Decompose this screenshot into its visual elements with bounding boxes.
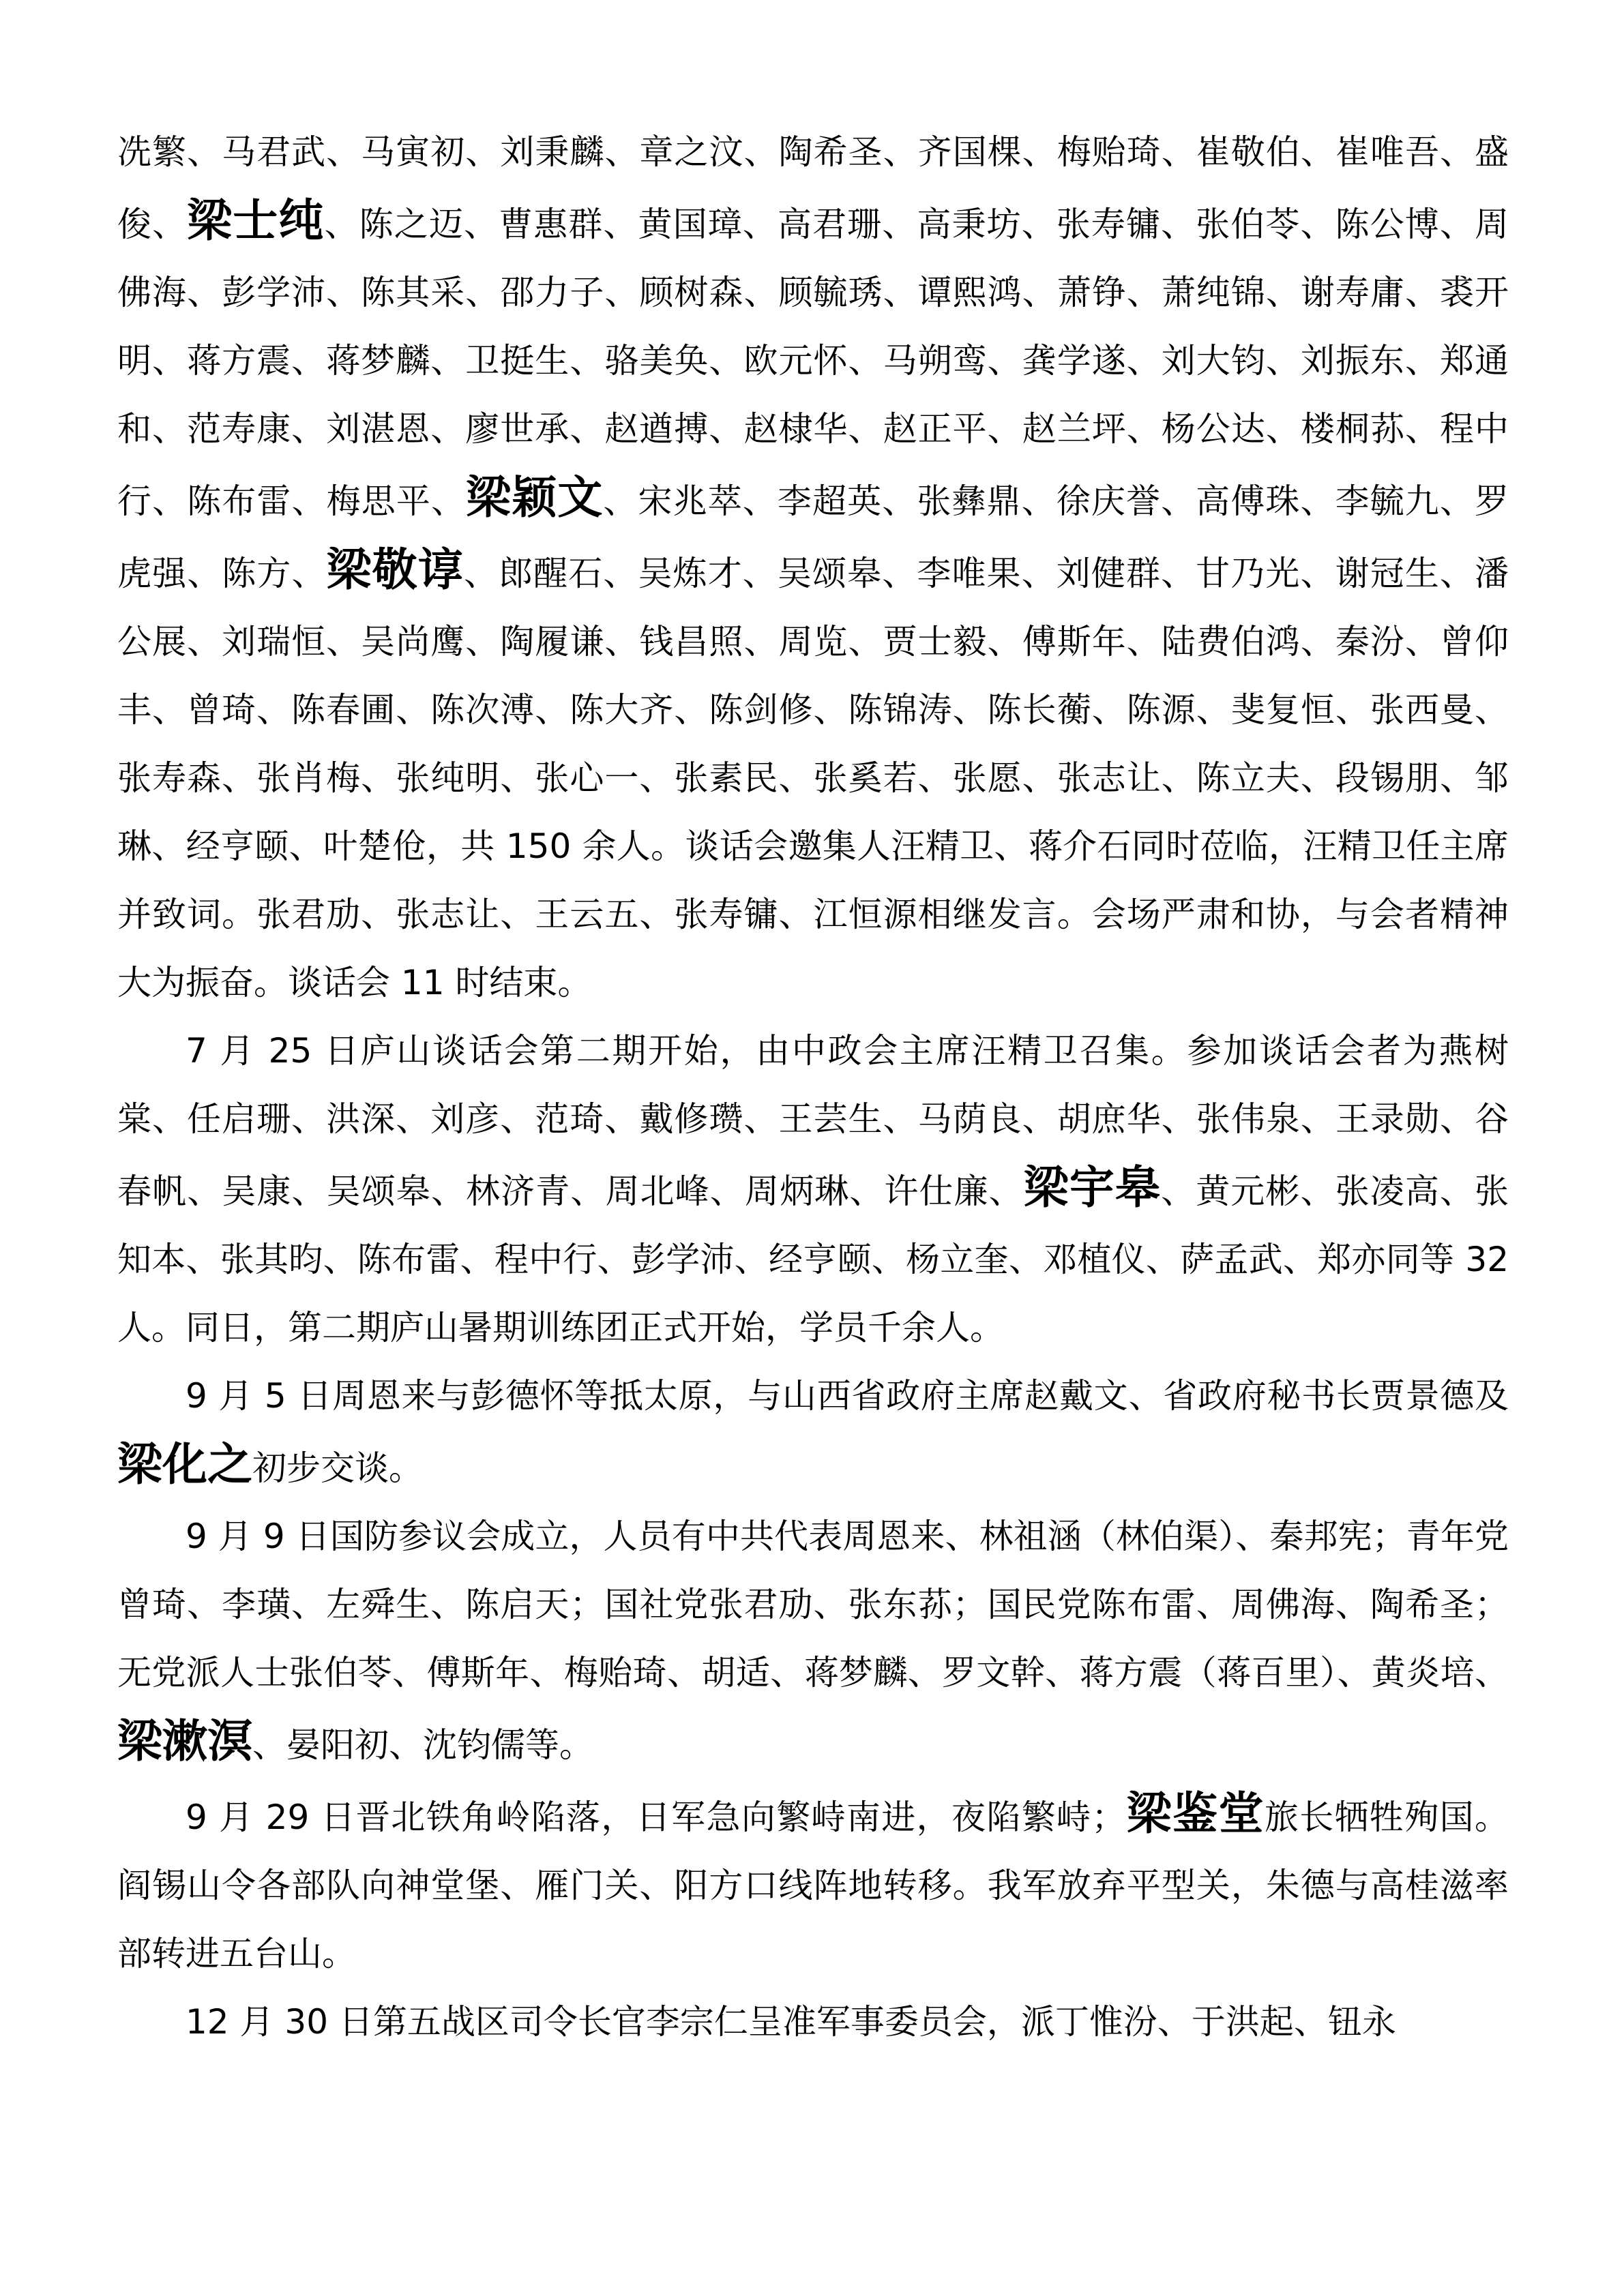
text-segment: 9 月 9 日国防参议会成立，人员有中共代表周恩来、林祖涵（林伯渠）、秦邦宪；青年党曾琦、李璜、左舜生、陈启天；国社党张君劢、张东荪；国民党陈布雷、周佛海、陶希圣；无党派人士张伯苓、傅斯年、梅贻琦、胡适、蒋梦麟、罗文幹、蒋方震（蒋百里）、黄炎培、 — [117, 1517, 1509, 1693]
paragraph-september-29 — [117, 1779, 1509, 1988]
text-segment: 、郎醒石、吴炼才、吴颂皋、李唯果、刘健群、甘乃光、谢冠生、潘公展、刘瑞恒、吴尚鹰、陶履谦、钱昌照、周览、贾士毅、傅斯年、陆费伯鸿、秦汾、曾仰丰、曾琦、陈春圃、陈次溥、陈大齐、陈剑修、陈锦涛、陈长蘅、陈源、斐复恒、张西曼、张寿森、张肖梅、张纯明、张心一、张素民、张奚若、张愿、张志让、陈立夫、段锡朋、邹琳、经亨颐、叶楚伧，共 150 余人。谈话会邀集人汪精卫、蒋介石同时莅临，汪精卫任主席并致词。张君劢、张志让、王云五、张寿镛、江恒源相继发言。会场严肃和协，与会者精神大为振奋。谈话会 11 时结束。 — [117, 554, 1509, 1002]
text-segment: 9 月 29 日晋北铁角岭陷落，日军急向繁峙南进，夜陷繁峙； — [186, 1798, 1126, 1837]
text-segment: 、晏阳初、沈钧儒等。 — [252, 1725, 593, 1765]
highlighted-name: 梁颖文 — [466, 471, 604, 524]
document-page — [117, 118, 1509, 2056]
text-segment: 旅长牺牲殉国。阎锡山令各部队向神堂堡、雁门关、阳方口线阵地转移。我军放弃平型关，朱德与高桂滋率部转进五台山。 — [117, 1798, 1509, 1973]
text-segment: 初步交谈。 — [252, 1448, 423, 1488]
paragraph-july-25 — [117, 1017, 1509, 1362]
highlighted-name: 梁宇皋 — [1023, 1161, 1162, 1214]
paragraph-september-5 — [117, 1362, 1509, 1502]
text-segment: 、陈之迈、曹惠群、黄国璋、高君珊、高秉坊、张寿镛、张伯苓、陈公博、周佛海、彭学沛、陈其采、邵力子、顾树森、顾毓琇、谭熙鸿、萧铮、萧纯锦、谢寿庸、裘开明、蒋方震、蒋梦麟、卫挺生、骆美奂、欧元怀、马朔鸾、龚学遂、刘大钧、刘振东、郑通和、范寿康、刘湛恩、廖世承、赵遒搏、赵棣华、赵正平、赵兰坪、杨公达、楼桐荪、程中行、陈布雷、梅思平、 — [117, 205, 1509, 521]
text-segment: 9 月 5 日周恩来与彭德怀等抵太原，与山西省政府主席赵戴文、省政府秘书长贾景德及 — [186, 1376, 1509, 1416]
text-segment: 、宋兆萃、李超英、张彝鼎、徐庆誉、高傅珠、李毓九、罗虎强、陈方、 — [117, 481, 1509, 593]
text-segment: 7 月 25 日庐山谈话会第二期开始，由中政会主席汪精卫召集。参加谈话会者为燕树棠、任启珊、洪深、刘彦、范琦、戴修瓒、王芸生、马荫良、胡庶华、张伟泉、王录勋、谷春帆、吴康、吴颂皋、林济青、周北峰、周炳琳、许仕廉、 — [117, 1031, 1509, 1211]
paragraph-december-30 — [117, 1988, 1509, 2056]
highlighted-name: 梁漱溟 — [117, 1714, 252, 1768]
text-segment: 12 月 30 日第五战区司令长官李宗仁呈准军事委员会，派丁惟汾、于洪起、钮永 — [186, 2002, 1396, 2042]
paragraph-attendee-list — [117, 118, 1509, 1017]
highlighted-name: 梁敬谆 — [326, 543, 464, 596]
text-segment: 冼繁、马君武、马寅初、刘秉麟、章之汶、陶希圣、齐国棵、梅贻琦、崔敬伯、崔唯吾、盛俊、 — [117, 132, 1509, 244]
paragraph-september-9 — [117, 1502, 1509, 1779]
text-segment: 、黄元彬、张凌高、张知本、张其昀、陈布雷、程中行、彭学沛、经亨颐、杨立奎、邓植仪、萨孟武、郑亦同等 32 人。同日，第二期庐山暑期训练团正式开始，学员千余人。 — [117, 1172, 1509, 1347]
highlighted-name: 梁化之 — [117, 1437, 252, 1491]
highlighted-name: 梁鉴堂 — [1125, 1787, 1265, 1840]
highlighted-name: 梁士纯 — [187, 194, 325, 247]
